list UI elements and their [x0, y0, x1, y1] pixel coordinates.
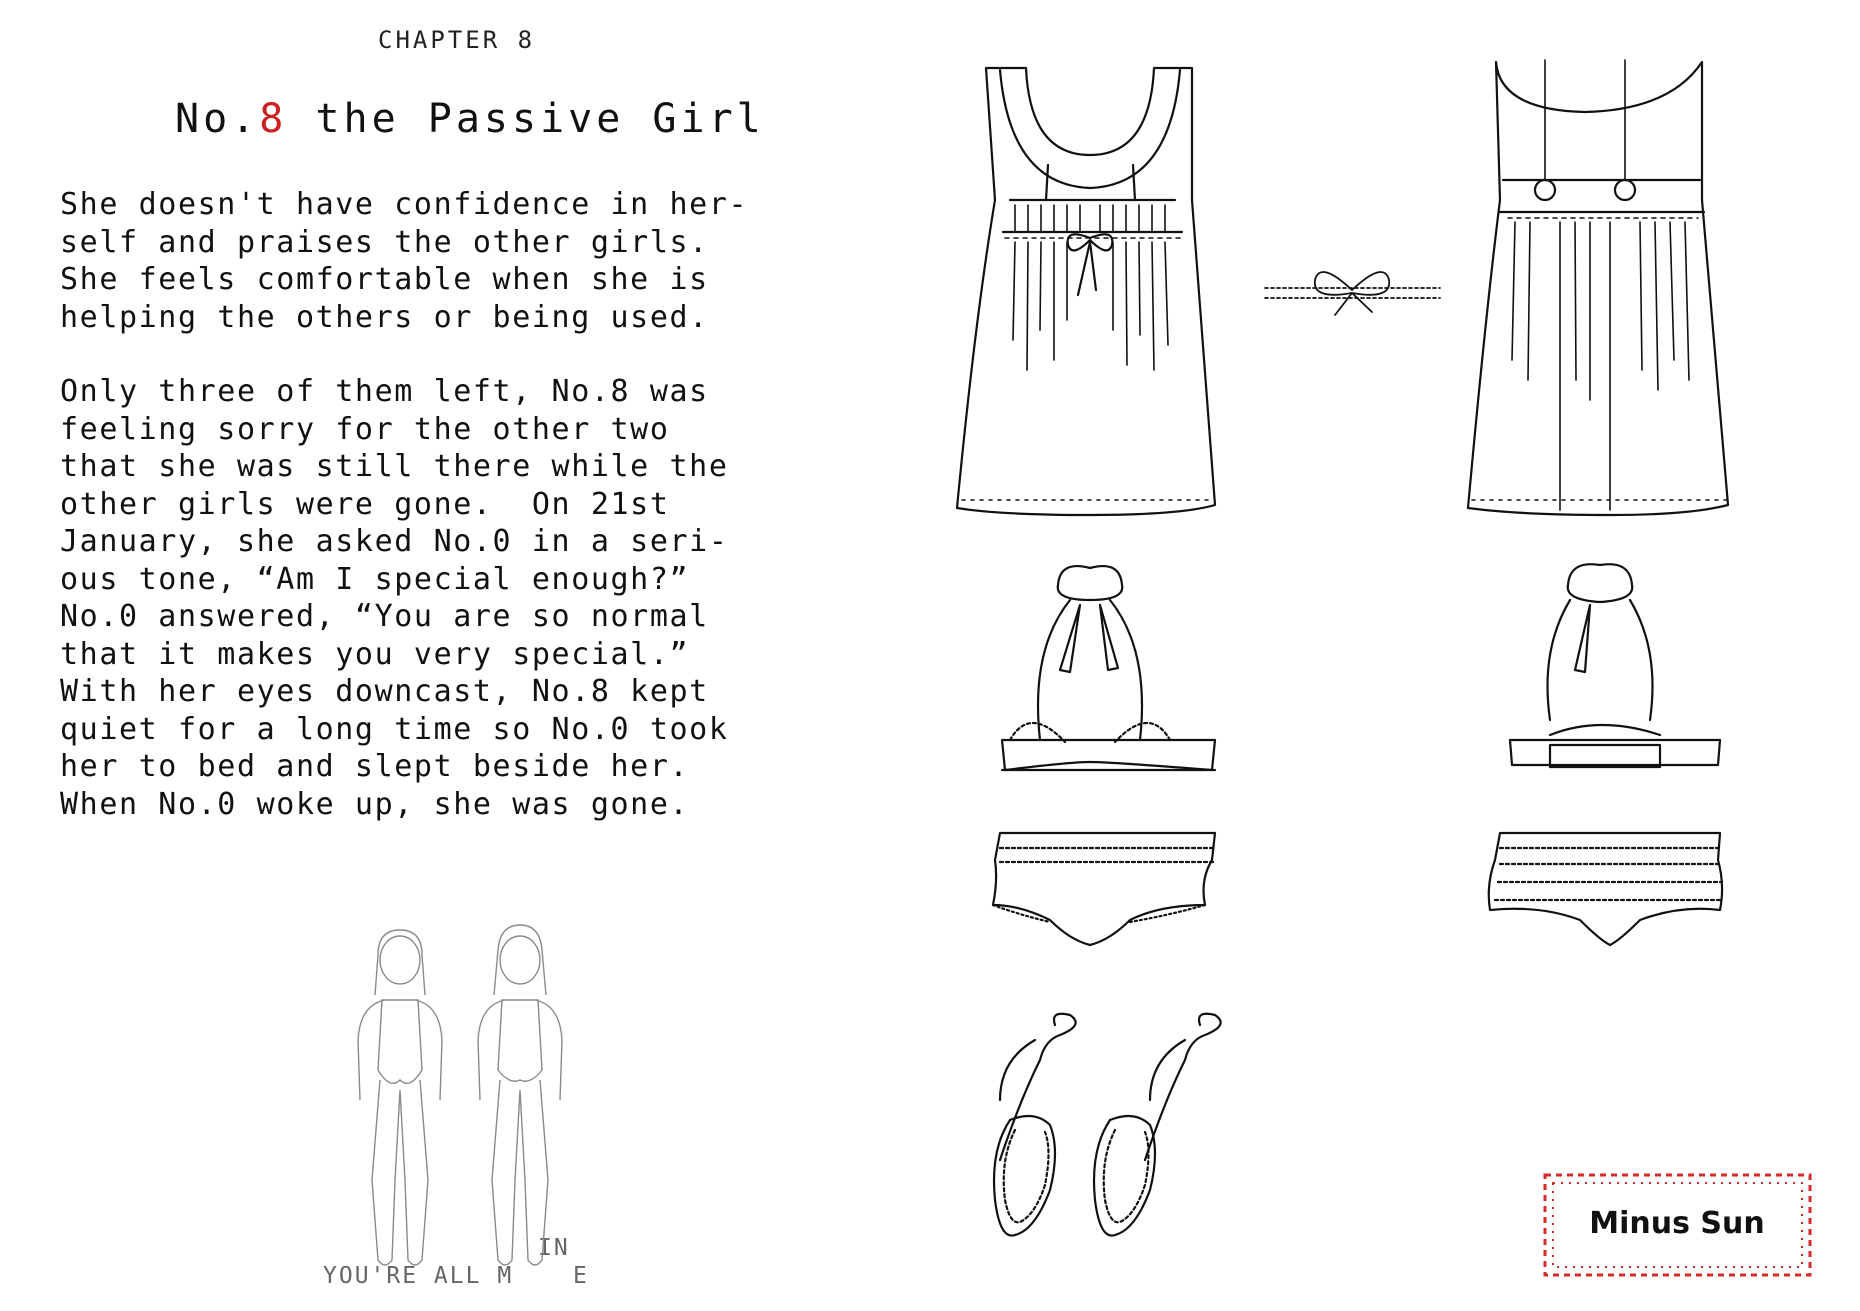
text-line: quiet for a long time so No.0 took: [60, 711, 729, 747]
caption-inset: IN: [538, 1235, 570, 1261]
doll-back-drawing: [478, 925, 562, 1265]
text-line: that it makes you very special.”: [60, 636, 690, 672]
caption-base: YOU'RE ALL M: [323, 1263, 514, 1289]
dress-back-drawing: [1468, 60, 1728, 515]
dress-front-drawing: [957, 68, 1215, 515]
chapter-heading: CHAPTER 8: [378, 26, 536, 54]
text-line: self and praises the other girls.: [60, 224, 709, 260]
text-line: Only three of them left, No.8 was: [60, 374, 709, 409]
title-suffix: the Passive Girl: [287, 96, 765, 142]
shorts-back-drawing: [1489, 833, 1722, 945]
text-line: that she was still there while the: [60, 449, 729, 484]
brand-label-text: Minus Sun: [1589, 1206, 1765, 1241]
title-prefix: No.: [175, 96, 260, 142]
text-line: She doesn't have confidence in her-: [60, 187, 749, 222]
text-line: helping the others or being used.: [60, 299, 709, 335]
title-number: 8: [259, 96, 288, 142]
doll-front-drawing: [358, 930, 442, 1265]
text-line: When No.0 woke up, she was gone.: [60, 786, 690, 822]
text-line: She feels comfortable when she is: [60, 262, 709, 297]
caption-tail: E: [573, 1263, 589, 1289]
text-line: January, she asked No.0 in a seri-: [60, 524, 729, 559]
slippers-drawing: [994, 1014, 1221, 1236]
shorts-front-drawing: [993, 833, 1215, 945]
text-line: No.0 answered, “You are so normal: [60, 599, 709, 634]
doll-figures: [358, 925, 562, 1265]
text-line: With her eyes downcast, No.8 kept: [60, 674, 709, 709]
text-line: ous tone, “Am I special enough?”: [60, 561, 690, 597]
text-line: feeling sorry for the other two: [60, 411, 670, 447]
halter-top-front-drawing: [1002, 566, 1215, 770]
brand-label: [1545, 1175, 1810, 1275]
text-line: other girls were gone. On 21st: [60, 486, 670, 522]
bow-drawing: [1265, 272, 1440, 315]
text-line: her to bed and slept beside her.: [60, 749, 690, 784]
halter-top-back-drawing: [1510, 564, 1720, 767]
